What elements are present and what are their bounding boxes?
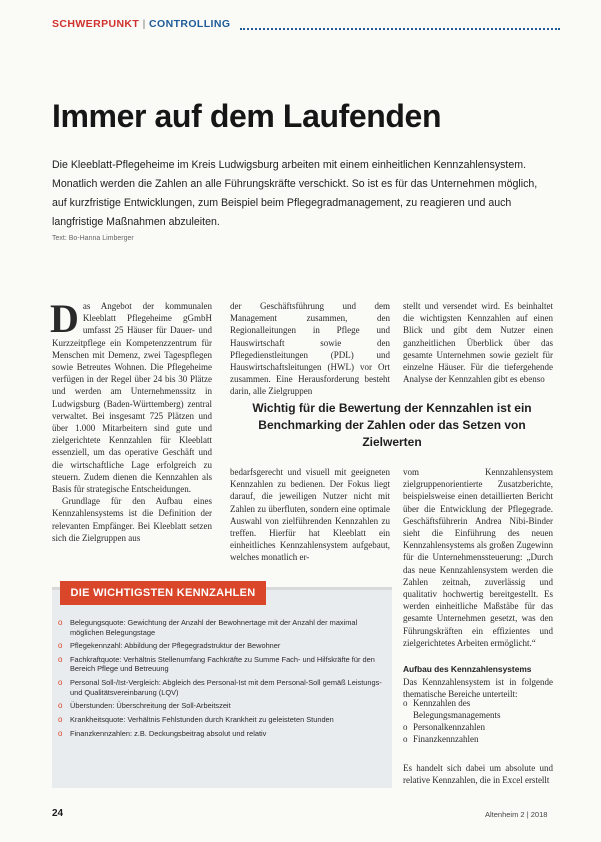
column-3-top: stellt und versendet wird. Es beinhaltet die wichtigsten Kennzahlen auf einen Blick und gibt dem Nutzer einen ganzheitlichen Überblick über das gesamte Unternehmen sowie gezielt für einzelne Häuser. Für die tiefergehende Analyse der Kennzahlen gibt es ebenso: [403, 301, 553, 385]
system-structure-heading: Aufbau des Kennzahlensystems: [403, 664, 532, 674]
column-1-para-1: [50, 296, 212, 495]
dotted-rule: [240, 20, 560, 30]
section-separator: |: [142, 18, 146, 30]
key-figure-text: Finanzkennzahlen: z.B. Deckungsbeitrag absolut und relativ: [70, 728, 267, 738]
list-item: [58, 701, 388, 711]
section-label: SCHWERPUNKT: [52, 18, 140, 30]
key-figure-text: Pflegekennzahl: Abbildung der Pflegegradstruktur der Bewohner: [70, 641, 281, 651]
key-figures-heading: DIE WICHTIGSTEN KENNZAHLEN: [60, 581, 266, 605]
section-kicker: [52, 18, 230, 30]
article-title: Immer auf dem Laufenden: [52, 98, 442, 134]
bullet-circle-icon: o: [403, 734, 408, 744]
structure-item: Kennzahlen des Belegungsmanagements: [413, 698, 501, 720]
system-structure-outro: Es handelt sich dabei um absolute und relative Kennzahlen, die in Excel erstellt: [403, 763, 553, 786]
byline: Text: Bo-Hanna Limberger: [52, 235, 134, 242]
list-item: [58, 729, 388, 739]
list-item: [58, 641, 388, 651]
key-figures-list: [58, 618, 388, 742]
bullet-circle-icon: o: [58, 618, 63, 627]
key-figure-text: Überstunden: Überschreitung der Soll-Arbeitszeit: [70, 701, 231, 711]
system-structure-intro: Das Kennzahlensystem ist in folgende thematische Bereiche unterteilt:: [403, 677, 553, 700]
structure-item: Personalkennzahlen: [413, 722, 485, 732]
key-figure-text: Krankheitsquote: Verhältnis Fehlstunden durch Krankheit zu geleisteten Stunden: [70, 714, 334, 724]
article-lead: Die Kleeblatt-Pflegeheime im Kreis Ludwigsburg arbeiten mit einem einheitlichen Kennzahlensystem. Monatlich werden die Zahlen an alle Führungskräfte verschickt. So ist es für das Unternehmen möglich, auf kurzfristige Entwicklungen, zum Beispiel beim Pflegegradmanagement, zu reagieren und auch langfristige Maßnahmen abzuleiten.: [52, 159, 538, 228]
key-figure-text: Personal Soll-/Ist-Vergleich: Abgleich des Personal-Ist mit dem Personal-Soll gemäß Leistungs- und Qualitätsvereinbarung (LQV): [70, 678, 382, 697]
list-item: [403, 733, 553, 745]
magazine-issue: Altenheim 2 | 2018: [485, 810, 548, 819]
page-number: 24: [52, 808, 64, 819]
column-1-para-2: Grundlage für den Aufbau eines Kennzahlensystems ist die Definition der relevanten Empfänger. Bei Kleeblatt setzen sich die Zielgruppen aus: [52, 496, 212, 543]
list-item: [58, 678, 388, 697]
subsection-label: CONTROLLING: [149, 18, 231, 30]
system-structure-list: [403, 697, 553, 745]
pull-quote: Wichtig für die Bewertung der Kennzahlen ist ein Benchmarking der Zahlen oder das Setzen von Zielwerten: [252, 401, 532, 449]
bullet-circle-icon: o: [403, 722, 408, 732]
list-item: [58, 715, 388, 725]
structure-item: Finanzkennzahlen: [413, 734, 479, 744]
bullet-circle-icon: o: [58, 678, 63, 688]
key-figure-text: Belegungsquote: Gewichtung der Anzahl der Bewohnertage mit der Anzahl der maximal möglichen Belegungstage: [70, 618, 358, 637]
column-1-para-1-text: as Angebot der kommunalen Kleeblatt Pflegeheime gGmbH umfasst 25 Häuser für Dauer- und Kurzzeitpflege ein Kompetenzzentrum für Menschen mit Demenz, zwei Tagespflegen sowie Betreutes Wohnen. Die Pflegeheime verfügen in der Regel über 24 bis 30 Plätze und werden am Unternehmenssitz in Ludwigsburg (Baden-Württemberg) zentral verwaltet. Bei insgesamt 725 Plätzen und über 1.000 Mitarbeitern sind gute und zielgerichtete Kennzahlen für Kleeblatt essenziell, um das operative Geschäft und die wirtschaftliche Lage erfolgreich zu steuern. Zudem dienen die Kennzahlen als Basis für strategische Entscheidungen.: [52, 301, 212, 495]
bullet-circle-icon: o: [58, 654, 63, 664]
key-figure-text: Fachkraftquote: Verhältnis Stellenumfang Fachkräfte zu Summe Fach- und Hilfskräfte für den Bereich Pflege und Betreuung: [70, 654, 375, 674]
list-item: [403, 721, 553, 733]
list-item: [58, 618, 388, 637]
bullet-circle-icon: o: [58, 714, 63, 724]
bullet-circle-icon: o: [403, 698, 408, 708]
column-1: [50, 296, 212, 544]
bullet-circle-icon: o: [58, 641, 63, 651]
list-item: [58, 655, 388, 674]
column-2-top: der Geschäftsführung und dem Management zusammen, den Regionalleitungen in Pflege und Hauswirtschaft sowie den Pflegedienstleitungen (PDL) und Hauswirtschaftsleitungen (HWL) vor Ort zusammen. Eine Herausforderung besteht darin, alle Zielgruppen: [230, 301, 390, 397]
dropcap: D: [50, 296, 79, 341]
column-3-bottom: vom Kennzahlensystem zielgruppenorientierte Zusatzberichte, beispielsweise einen detaillierten Bericht über die Entwicklung der Pflegegrade. Geschäftsführerin Andrea Nibi-Binder sieht die Einführung des neuen Kennzahlensystems als großen Zugewinn für die Unternehmenssteuerung: „Durch das neue Kennzahlensystem werden die Zahlen zeitnah, zuverlässig und qualitativ hochwertig bereitgestellt. Es werden einheitliche Maßstäbe für das gesamte Unternehmen gesetzt, was den Führungskräften ein effizientes und zielgerichtetes Arbeiten ermöglicht.“: [403, 467, 553, 648]
bullet-circle-icon: o: [58, 728, 63, 738]
list-item: [403, 697, 553, 721]
bullet-circle-icon: o: [58, 701, 63, 711]
column-2-bottom: bedarfsgerecht und visuell mit geeigneten Kennzahlen zu bedienen. Der Fokus liegt darauf, die jeweiligen Nutzer nicht mit Zahlen zu überfluten, sondern eine optimale Auswahl von zielführenden Kennzahlen zu treffen. Hierfür hat Kleeblatt ein einheitliches Kennzahlensystem aufgebaut, welches monatlich er-: [230, 467, 390, 563]
